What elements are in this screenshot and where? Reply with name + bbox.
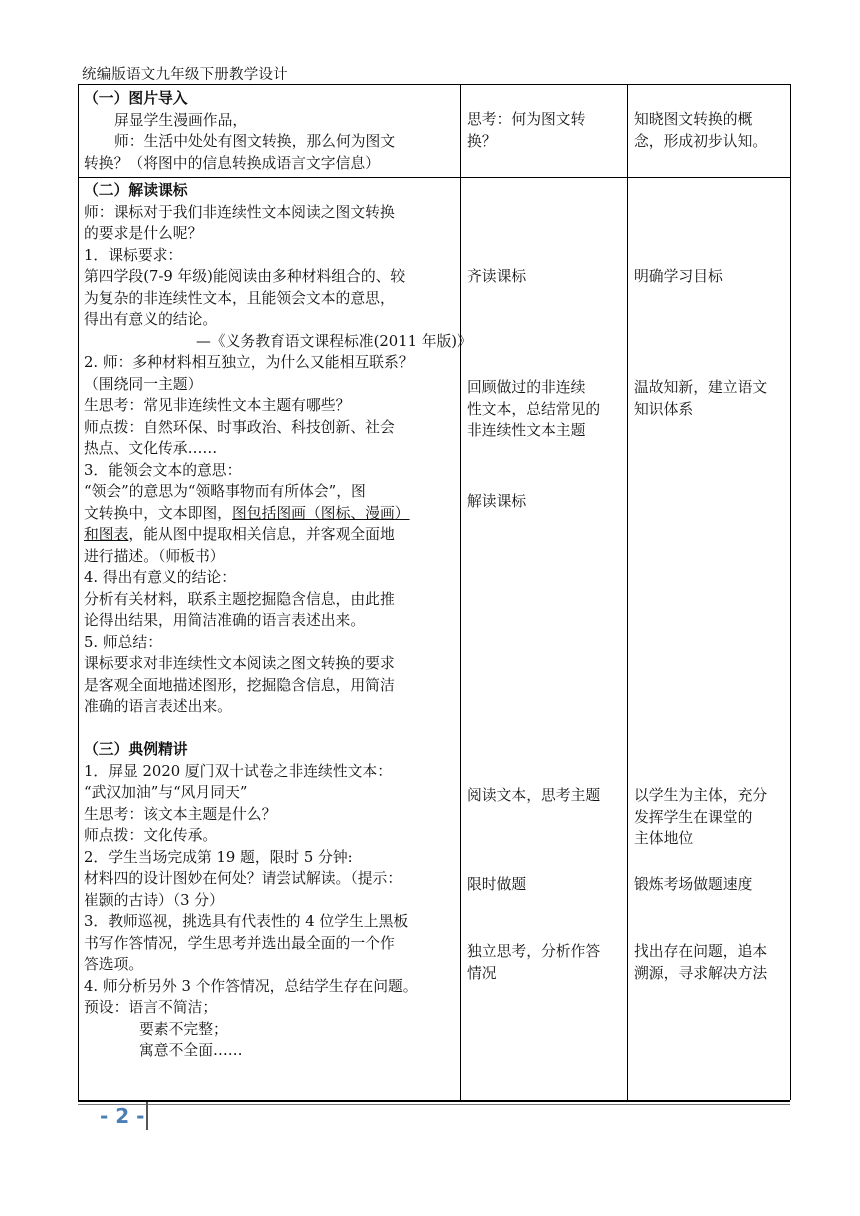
document-header: 统编版语文九年级下册教学设计	[82, 67, 288, 83]
section2-line: 准确的语言表述出来。	[84, 698, 232, 715]
section1-content	[84, 88, 456, 174]
section3-line: 1．屏显 2020 厦门双十试卷之非连续性文本：	[84, 762, 393, 780]
section1-col3-line: 知晓图文转换的概	[634, 111, 753, 128]
section3-col3-line: 溯源，寻求解决方法	[634, 964, 768, 982]
section2-col3-line: 知识体系	[634, 400, 694, 418]
section3-student-activity-c	[467, 941, 600, 984]
section3-col3-line: 主体地位	[634, 830, 694, 847]
section2-col2-line: 齐读课标	[467, 268, 527, 285]
section2-line	[84, 503, 458, 525]
page-number-divider	[146, 1102, 148, 1130]
section1-col3-line: 念，形成初步认知。	[634, 132, 768, 150]
section2-student-activity-b	[467, 377, 600, 442]
section2-col2-line: 非连续性文本主题	[467, 422, 586, 439]
section2-design-intent-a	[634, 266, 723, 288]
section2-line: 得出有意义的结论。	[84, 311, 218, 328]
section3-line: 要素不完整；	[139, 1020, 228, 1038]
section2-line	[84, 524, 458, 546]
section2-col3-line: 明确学习目标	[634, 268, 723, 285]
section2-line: 热点、文化传承……	[84, 440, 218, 457]
section1-col2-line: 换？	[467, 132, 497, 150]
section3-line: 寓意不全面……	[139, 1042, 243, 1059]
section3-design-intent-a	[634, 785, 767, 850]
underlined-text: 和图表	[84, 526, 129, 543]
page-number: - 2 -	[100, 1104, 145, 1128]
section2-line: 师：课标对于我们非连续性文本阅读之图文转换	[84, 203, 395, 221]
section3-line: 预设：语言不简洁；	[84, 999, 218, 1016]
section3-col3-line: 以学生为主体，充分	[634, 787, 768, 804]
section3-line: 4. 师分析另外 3 个作答情况，总结学生存在问题。	[84, 977, 418, 995]
section2-line: 1．课标要求：	[84, 246, 183, 264]
section3-line: 3．教师巡视，挑选具有代表性的 4 位学生上黑板	[84, 913, 409, 930]
section1-line: 屏显学生漫画作品，	[114, 111, 248, 129]
section3-line: 书写作答情况，学生思考并选出最全面的一个作	[84, 934, 395, 952]
section3-student-activity-a	[467, 785, 600, 807]
section2-line: 4. 得出有意义的结论：	[84, 569, 236, 586]
section3-line: 答选项。	[84, 956, 144, 973]
section2-line: 3．能领会文本的意思：	[84, 461, 242, 479]
section3-design-intent-c	[634, 941, 767, 984]
section3-col3-line: 锻炼考场做题速度	[634, 876, 753, 893]
section2-line: 为复杂的非连续性文本，且能领会文本的意思，	[84, 289, 395, 307]
section2-line: 的要求是什么呢？	[84, 225, 203, 242]
section3-line: 崔颢的古诗）（3 分）	[84, 891, 224, 909]
section2-col3-line: 温故知新，建立语文	[634, 379, 768, 396]
section2-citation: —《义务教育语文课程标准(2011 年版)》	[196, 332, 472, 350]
section2-line: 第四学段(7-9 年级)能阅读由多种材料组合的、较	[84, 268, 406, 285]
section3-line: 生思考：该文本主题是什么？	[84, 805, 277, 823]
section2-line: （围绕同一主题）	[84, 375, 203, 393]
section2-line: 生思考：常见非连续性文本主题有哪些？	[84, 397, 351, 414]
footer-rule-thin	[78, 1104, 790, 1105]
table-right-border	[790, 84, 791, 1100]
section3-col2-line: 独立思考，分析作答	[467, 943, 601, 960]
section1-student-activity	[467, 109, 585, 152]
section3-line: 2．学生当场完成第 19 题，限时 5 分钟:	[84, 848, 353, 866]
section3-design-intent-b	[634, 874, 752, 896]
section2-line: 师点拨：自然环保、时事政治、科技创新、社会	[84, 418, 395, 436]
section1-line: 师：生活中处处有图文转换，那么何为图文	[114, 133, 396, 150]
section2-line: 5. 师总结：	[84, 633, 163, 651]
section2-line: “领会”的意思为“领略事物而有所体会”，图	[84, 483, 366, 500]
section1-line: 转换？（将图中的信息转换成语言文字信息）	[84, 154, 380, 172]
section2-line: 是客观全面地描述图形，挖掘隐含信息，用简洁	[84, 676, 395, 694]
section2-text: ，能从图中提取相关信息，并客观全面地	[128, 526, 395, 543]
section2-line: 课标要求对非连续性文本阅读之图文转换的要求	[84, 655, 395, 672]
footer-rule	[78, 1100, 790, 1102]
section2-line: 论得出结果，用简洁准确的语言表述出来。	[84, 612, 366, 629]
section3-line: “武汉加油”与“风月同天”	[84, 784, 248, 801]
section3-col3-line: 找出存在问题，追本	[634, 943, 768, 960]
section2-col2-line: 回顾做过的非连续	[467, 379, 586, 396]
table-top-border	[78, 84, 790, 85]
section1-design-intent	[634, 109, 767, 152]
section3-line: 材料四的设计图妙在何处？请尝试解读。（提示：	[84, 870, 403, 887]
underlined-text: 图包括图画（图标、漫画）	[231, 504, 410, 522]
section3-heading: （三）典例精讲	[84, 741, 188, 758]
section1-col2-line: 思考：何为图文转	[467, 111, 586, 128]
section2-heading: （二）解读课标	[84, 182, 188, 199]
section1-heading: （一）图片导入	[84, 90, 188, 107]
section3-col2-line: 限时做题	[467, 876, 527, 893]
section2-line: 分析有关材料，联系主题挖掘隐含信息，由此推	[84, 590, 395, 608]
section2-col2-line: 解读课标	[467, 493, 527, 510]
section2-student-activity-a	[467, 266, 526, 288]
section3-student-activity-b	[467, 874, 526, 896]
section2-content	[84, 180, 472, 1062]
column-divider-1	[460, 84, 461, 1100]
table-left-border	[78, 84, 79, 1100]
section2-design-intent-b	[634, 377, 767, 420]
section3-line: 师点拨：文化传承。	[84, 827, 218, 844]
section2-line: 进行描述。（师板书）	[84, 547, 225, 565]
section3-col2-line: 情况	[467, 964, 497, 982]
section2-text: 文转换中，文本即图，	[84, 504, 232, 522]
section3-col2-line: 阅读文本，思考主题	[467, 787, 601, 804]
row-divider-1	[78, 177, 790, 178]
section2-line: 2. 师：多种材料相互独立，为什么又能相互联系？	[84, 354, 414, 371]
section3-col3-line: 发挥学生在课堂的	[634, 808, 753, 826]
column-divider-2	[627, 84, 628, 1100]
section2-student-activity-c	[467, 491, 526, 513]
section2-col2-line: 性文本，总结常见的	[467, 400, 601, 418]
